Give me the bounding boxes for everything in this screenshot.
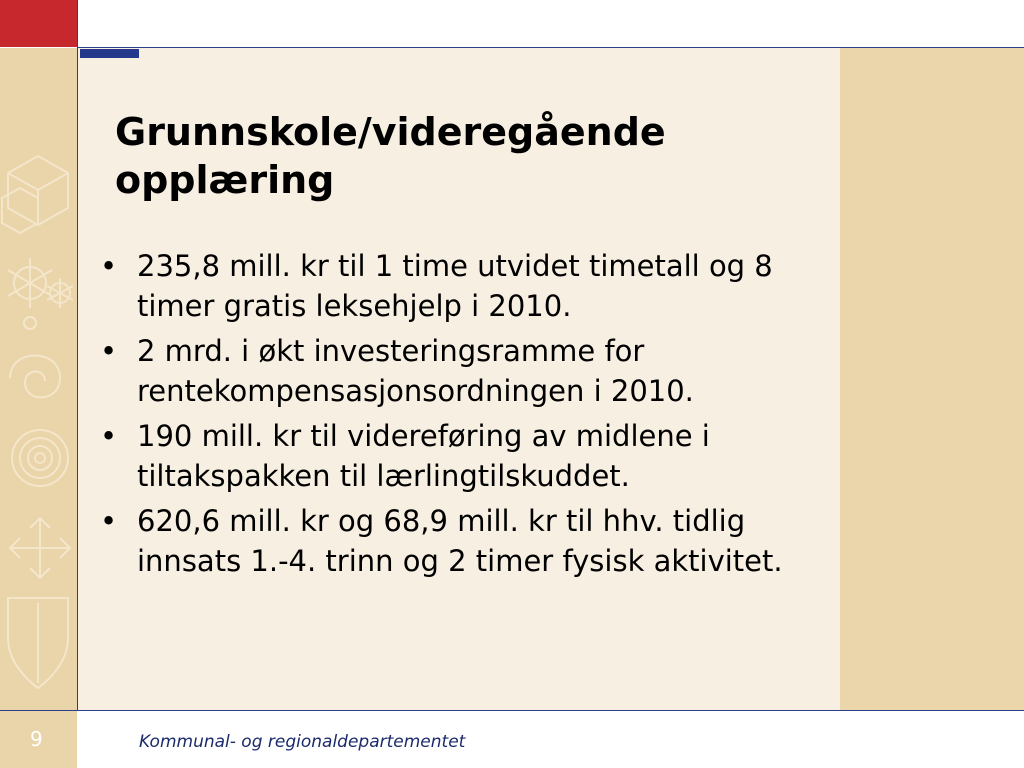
red-corner-block xyxy=(0,0,77,47)
cross-ornament-icon xyxy=(10,518,70,578)
blue-accent-tab xyxy=(80,49,139,58)
bullet-item xyxy=(100,416,830,496)
left-strip-decoration xyxy=(0,48,77,710)
bullet-text: 2 mrd. i økt investeringsramme for rentekompensasjonsordningen i 2010. xyxy=(137,334,694,408)
bullet-text: 235,8 mill. kr til 1 time utvidet timetall og 8 timer gratis leksehjelp i 2010. xyxy=(137,249,773,323)
slide-title: Grunnskole/videregående opplæring xyxy=(115,110,666,202)
left-vertical-rule xyxy=(77,0,78,768)
swirl-icon xyxy=(10,356,68,487)
bullet-dot-icon: • xyxy=(100,334,118,368)
left-decorative-strip xyxy=(0,48,77,710)
bullet-dot-icon: • xyxy=(100,419,118,453)
right-side-panel xyxy=(840,48,1024,710)
shield-icon xyxy=(8,598,68,688)
footer-department-name: Kommunal- og regionaldepartementet xyxy=(139,732,466,752)
cube-outline-icon xyxy=(2,156,68,233)
bullet-text: 190 mill. kr til videreføring av midlene i tiltakspakken til lærlingtilskuddet. xyxy=(137,419,710,493)
page-number: 9 xyxy=(30,727,43,751)
bullet-text: 620,6 mill. kr og 68,9 mill. kr til hhv. tidlig innsats 1.-4. trinn og 2 timer fysisk aktivitet. xyxy=(137,504,783,578)
bullet-list xyxy=(100,246,830,586)
bullet-item xyxy=(100,331,830,411)
bullet-item xyxy=(100,501,830,581)
bullet-dot-icon: • xyxy=(100,249,118,283)
header-band xyxy=(0,0,1024,48)
snowflake-icon xyxy=(8,258,73,329)
bullet-dot-icon: • xyxy=(100,504,118,538)
bullet-item xyxy=(100,246,830,326)
